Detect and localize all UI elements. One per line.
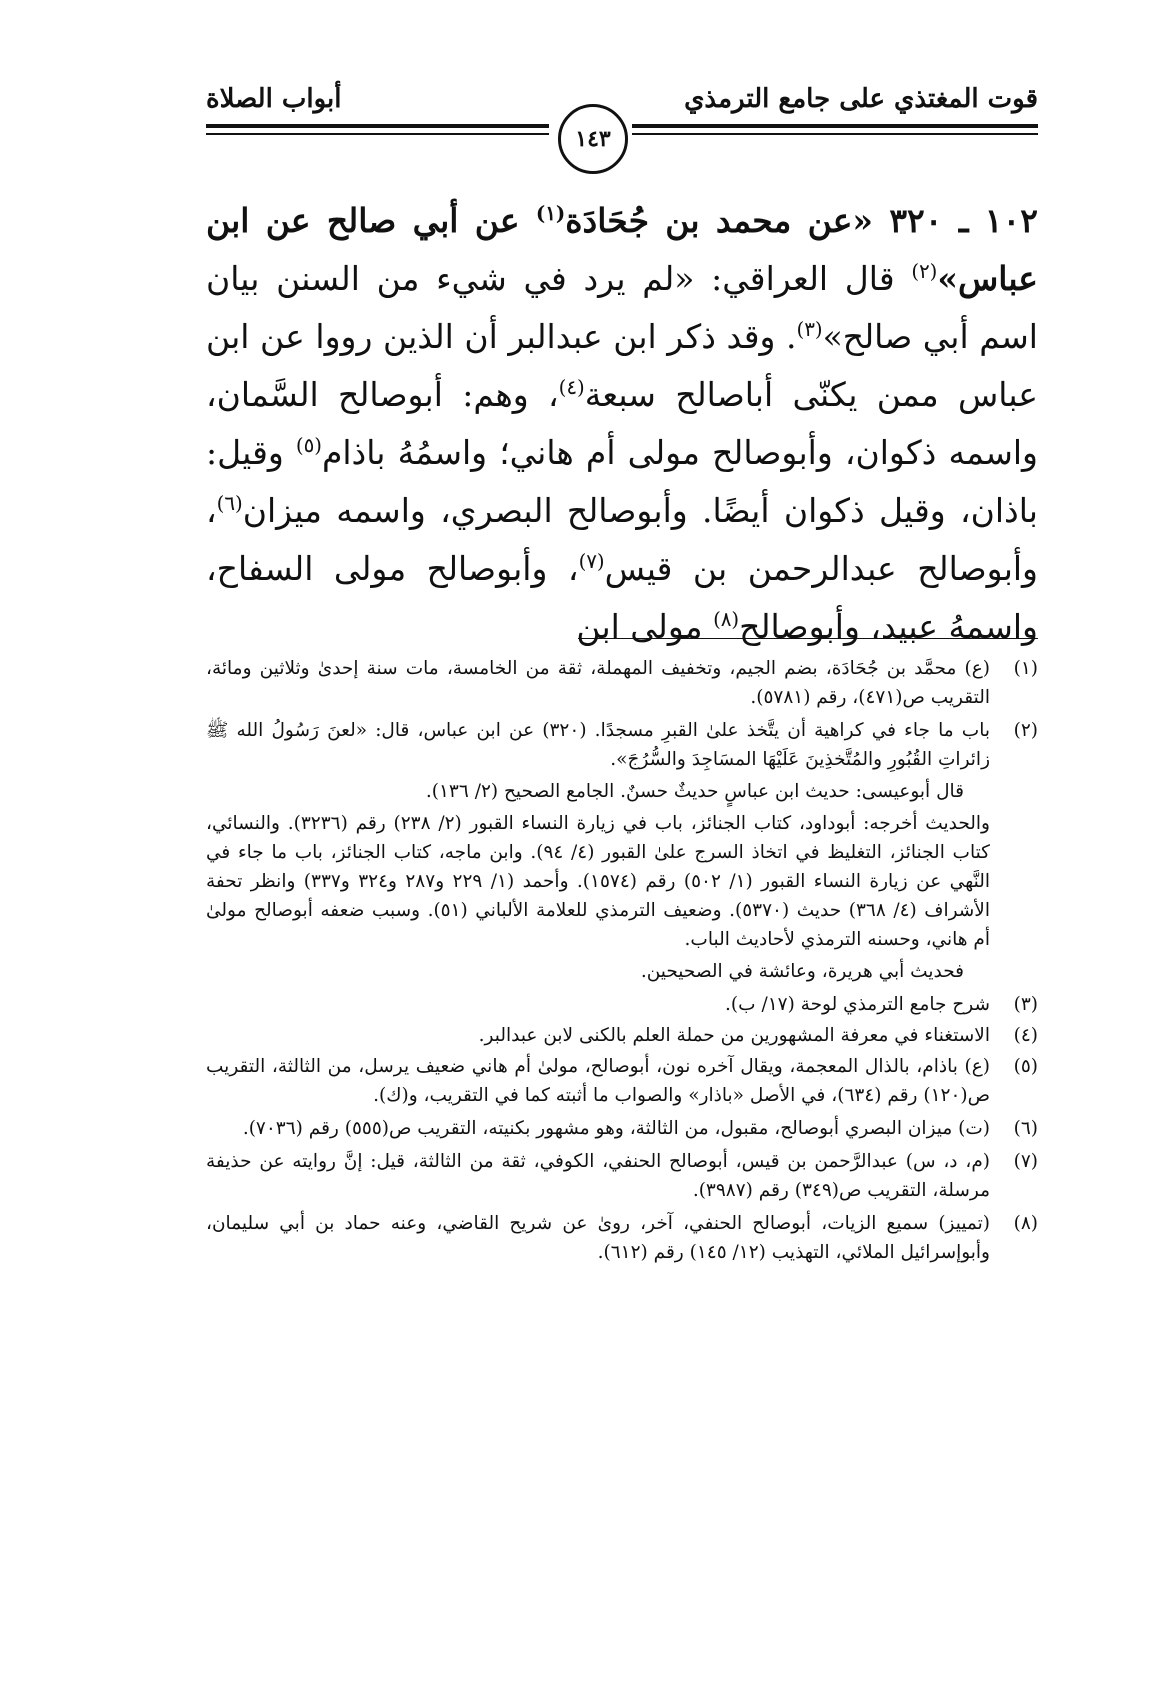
page-number: ١٤٣: [575, 126, 611, 152]
footnote-text: (ت) ميزان البصري أبوصالح، مقبول، من الثالثة، وهو مشهور بكنيته، التقريب ص(٥٥٥) رقم (٧٠٣٦).: [242, 1118, 990, 1139]
footnote-mark-6[interactable]: (٦): [216, 492, 243, 515]
footnote-item: [206, 654, 1038, 712]
footnote-text: شرح جامع الترمذي لوحة (١٧/ ب).: [725, 994, 990, 1015]
header-rule-right-thick: [632, 124, 1038, 128]
footnote-number: (٤): [1013, 1025, 1038, 1046]
footnote-number: (٥): [1013, 1056, 1038, 1077]
body-text-7: مولى ابن: [576, 607, 714, 646]
footnotes: [206, 654, 1038, 1271]
body-text-3: ، وهم: أبوصالح السَّمان، واسمه ذكوان، وأبوصالح مولى أم هاني؛ واسمُهُ باذام: [206, 375, 1038, 472]
hadith-heading-cont: عن أبي صالح عن ابن عباس»: [206, 201, 1038, 298]
footnote-item: [206, 1114, 1038, 1143]
footnote-text: الاستغناء في معرفة المشهورين من حملة العلم بالكنى لابن عبدالبر.: [478, 1025, 990, 1046]
footnote-text: باب ما جاء في كراهية أن يتَّخذ علىٰ القبرِ مسجدًا. (٣٢٠) عن ابن عباس، قال: «لعنَ رَسُولُ الله ﷺ زائراتِ القُبُورِ والمُتَّخذِينَ عَلَيْهَا المسَاجِدَ والسُّرُجَ».: [206, 720, 990, 770]
footnote-mark-1[interactable]: (١): [535, 201, 566, 225]
hadith-heading: ١٠٢ ـ ٣٢٠ «عن محمد بن جُحَادَة: [565, 201, 1038, 240]
footnote-number: (٦): [1013, 1118, 1038, 1139]
footnote-item: [206, 1052, 1038, 1110]
footnote-item: [206, 1021, 1038, 1050]
body-text-4: وقيل: باذان، وقيل ذكوان أيضًا. وأبوصالح البصري، واسمه ميزان: [206, 433, 1038, 530]
footnote-mark-7[interactable]: (٧): [578, 550, 605, 573]
footnote-item: [206, 1209, 1038, 1267]
book-title: قوت المغتذي على جامع الترمذي: [684, 84, 1038, 114]
main-text: [206, 192, 1038, 656]
footnote-number: (٣): [1013, 994, 1038, 1015]
footnote-item: [206, 716, 1038, 986]
footnote-takhrij: والحديث أخرجه: أبوداود، كتاب الجنائز، باب في زيارة النساء القبور (٢/ ٢٣٨) رقم (٣٢٣٦). والنسائي، كتاب الجنائز، التغليظ في اتخاذ السرج علىٰ القبور (٤/ ٩٤). وابن ماجه، كتاب الجنائز، باب ما جاء في النَّهي عن زيارة النساء القبور (١/ ٥٠٢) رقم (١٥٧٤). وأحمد (١/ ٢٢٩ و٢٨٧ و٣٢٤ و٣٣٧) وانظر تحفة الأشراف (٤/ ٣٦٨) حديث (٥٣٧٠). وضعيف الترمذي للعلامة الألباني (٥١). وسبب ضعفه أبوصالح مولىٰ أم هاني، وحسنه الترمذي لأحاديث الباب.: [206, 813, 990, 950]
chapter-title: أبواب الصلاة: [206, 84, 342, 114]
footnote-text: (م، د، س) عبدالرَّحمن بن قيس، أبوصالح الحنفي، الكوفي، ثقة من الثالثة، قيل: إنَّ روايته عن حذيفة مرسلة، التقريب ص(٣٤٩) رقم (٣٩٨٧).: [206, 1151, 990, 1201]
page-number-badge: [558, 104, 628, 174]
header-rule-left-thick: [206, 124, 549, 128]
footnote-text: (تمييز) سميع الزيات، أبوصالح الحنفي، آخر، روىٰ عن شريح القاضي، وعنه حماد بن أبي سليمان، وأبوإسرائيل الملائي، التهذيب (١٢/ ١٤٥) رقم (٦١٢).: [206, 1213, 990, 1263]
footnote-mark-4[interactable]: (٤): [558, 376, 585, 399]
footnote-text: (ع) محمَّد بن جُحَادَة، بضم الجيم، وتخفيف المهملة، ثقة من الخامسة، مات سنة إحدىٰ وثلاثين ومائة، التقريب ص(٤٧١)، رقم (٥٧٨١).: [206, 658, 990, 708]
footnote-number: (٨): [1013, 1213, 1038, 1234]
body-text-1: قال العراقي: «لم يرد في شيء من السنن بيان اسم أبي صالح»: [206, 259, 1038, 356]
body-text-6: ، وأبوصالح مولى السفاح، واسمهُ عبيد، وأبوصالح: [206, 549, 1038, 646]
footnote-mark-5[interactable]: (٥): [295, 434, 322, 457]
footnote-grading: قال أبوعيسى: حديث ابن عباسٍ حديثٌ حسنٌ. الجامع الصحيح (٢/ ١٣٦).: [425, 781, 964, 802]
footnote-number: (٢): [1013, 720, 1038, 741]
footnote-text: (ع) باذام، بالذال المعجمة، ويقال آخره نون، أبوصالح، مولىٰ أم هاني ضعيف يرسل، من الثالثة، التقريب ص(١٢٠) رقم (٦٣٤)، في الأصل «باذار» والصواب ما أثبته كما في التقريب، و(ك).: [206, 1056, 990, 1106]
footnote-mark-2[interactable]: (٢): [911, 260, 938, 283]
body-text-2: . وقد ذكر ابن عبدالبر أن الذين رووا عن ابن عباس ممن يكنّى أباصالح سبعة: [206, 317, 1038, 414]
footnote-remark: فحديث أبي هريرة، وعائشة في الصحيحين.: [640, 961, 964, 982]
footnote-number: (٧): [1013, 1151, 1038, 1172]
header-rule-left-thin: [206, 133, 549, 135]
footnote-item: [206, 1147, 1038, 1205]
footnote-separator: [578, 638, 1038, 639]
footnote-mark-8[interactable]: (٨): [713, 608, 740, 631]
header-rule-right-thin: [632, 133, 1038, 135]
footnote-item: [206, 990, 1038, 1019]
body-text-5: ، وأبوصالح عبدالرحمن بن قيس: [206, 491, 1038, 588]
footnote-number: (١): [1013, 658, 1038, 679]
footnote-mark-3[interactable]: (٣): [796, 318, 823, 341]
